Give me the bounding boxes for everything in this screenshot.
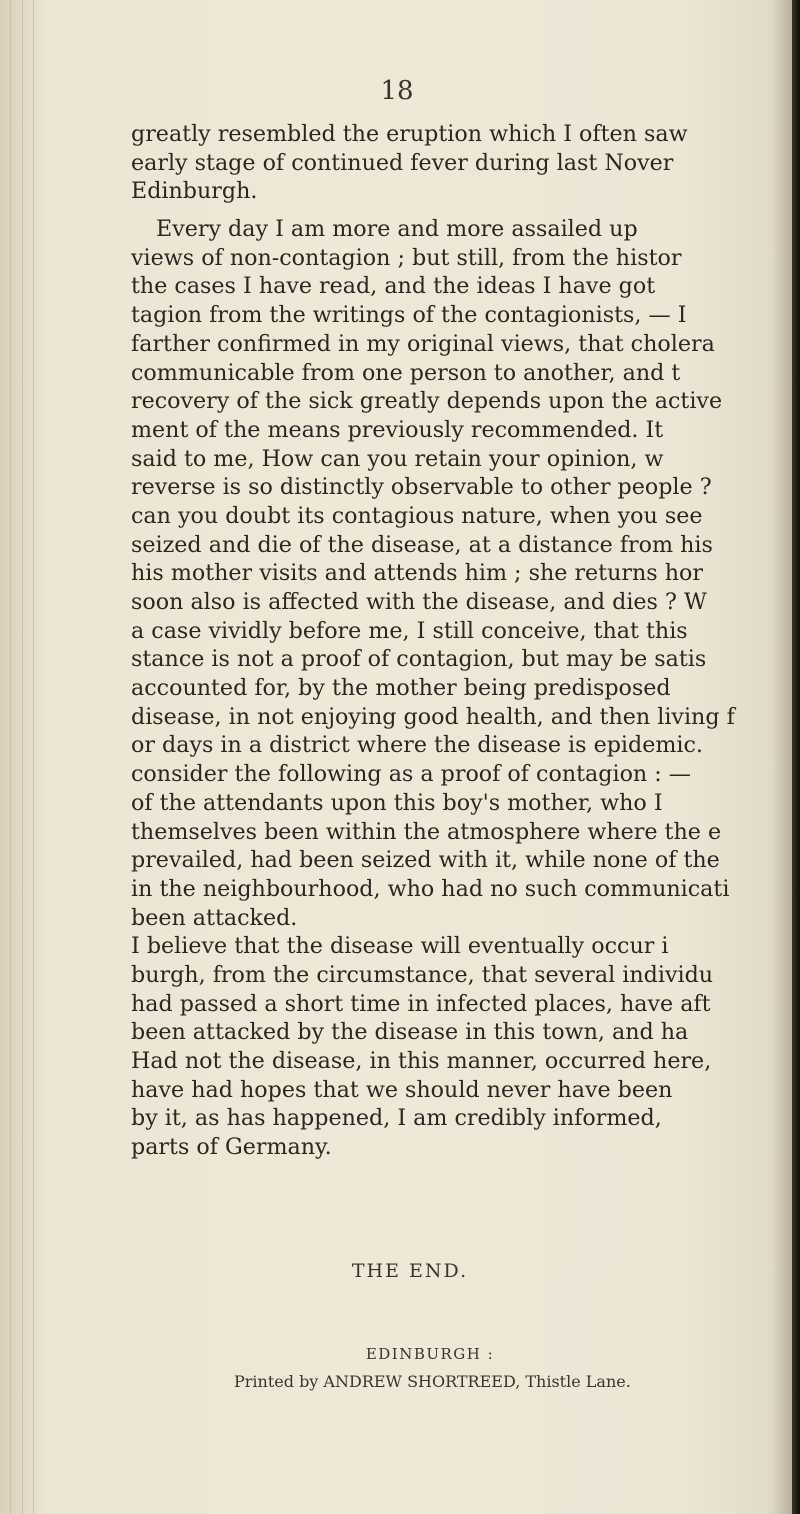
text-line: stance is not a proof of contagion, but may be satis <box>131 646 707 673</box>
text-line: the cases I have read, and the ideas I have got <box>131 273 656 300</box>
text-line: ment of the means previously recommended. It <box>131 416 664 443</box>
gutter-line <box>22 0 23 1514</box>
text-line: been attacked by the disease in this town, and ha <box>131 1019 689 1046</box>
text-line: or days in a district where the disease is epidemic. <box>131 732 703 759</box>
text-line: greatly resembled the eruption which I often saw <box>131 121 688 147</box>
text-line: themselves been within the atmosphere where the e <box>131 818 722 845</box>
text-line: early stage of continued fever during last Nover <box>131 149 674 176</box>
text-line: a case vividly before me, I still conceive, that this <box>131 617 688 644</box>
text-line: seized and die of the disease, at a distance from his <box>131 531 713 558</box>
text-line: burgh, from the circumstance, that several individu <box>131 961 714 988</box>
text-line: farther confirmed in my original views, that cholera <box>131 330 715 357</box>
text-line: Every day I am more and more assailed up <box>156 216 638 243</box>
text-line: been attacked. <box>131 904 298 931</box>
text-line: consider the following as a proof of contagion : — <box>131 761 691 788</box>
text-line: reverse is so distinctly observable to other people ? <box>131 474 712 501</box>
text-line: had passed a short time in infected places, have aft <box>131 990 711 1017</box>
text-line: tagion from the writings of the contagionists, — I <box>131 302 687 329</box>
gutter-line <box>10 0 11 1514</box>
imprint-city: EDINBURGH : <box>365 1345 495 1363</box>
text-line: disease, in not enjoying good health, and then living f <box>131 703 735 730</box>
page-number: 18 <box>380 76 414 106</box>
text-line: said to me, How can you retain your opinion, w <box>131 445 664 472</box>
text-line: I believe that the disease will eventually occur i <box>131 933 669 960</box>
text-line: prevailed, had been seized with it, while none of the <box>131 847 720 874</box>
imprint-printer: Printed by ANDREW SHORTREED, Thistle Lane. <box>234 1372 631 1391</box>
page-gutter <box>0 0 46 1514</box>
text-line: in the neighbourhood, who had no such communicati <box>131 875 730 902</box>
body-text <box>131 120 796 1162</box>
text-line: recovery of the sick greatly depends upon the active <box>131 388 723 415</box>
text-line: his mother visits and attends him ; she returns hor <box>131 560 703 587</box>
paragraph-gap <box>131 206 796 215</box>
text-line: communicable from one person to another, and t <box>131 359 681 386</box>
gutter-line <box>33 0 34 1514</box>
text-line: Edinburgh. <box>131 178 258 205</box>
text-line: of the attendants upon this boy's mother, who I <box>131 789 663 816</box>
text-line: accounted for, by the mother being predisposed <box>131 675 671 702</box>
text-line: can you doubt its contagious nature, when you see <box>131 502 703 529</box>
text-line: have had hopes that we should never have been <box>131 1076 673 1103</box>
text-line: parts of Germany. <box>131 1134 332 1161</box>
text-line: views of non-contagion ; but still, from the histor <box>131 244 682 271</box>
the-end-heading: THE END. <box>351 1260 469 1282</box>
text-line: by it, as has happened, I am credibly informed, <box>131 1105 662 1132</box>
text-line: soon also is affected with the disease, and dies ? W <box>131 589 707 615</box>
text-line: Had not the disease, in this manner, occurred here, <box>131 1048 712 1074</box>
